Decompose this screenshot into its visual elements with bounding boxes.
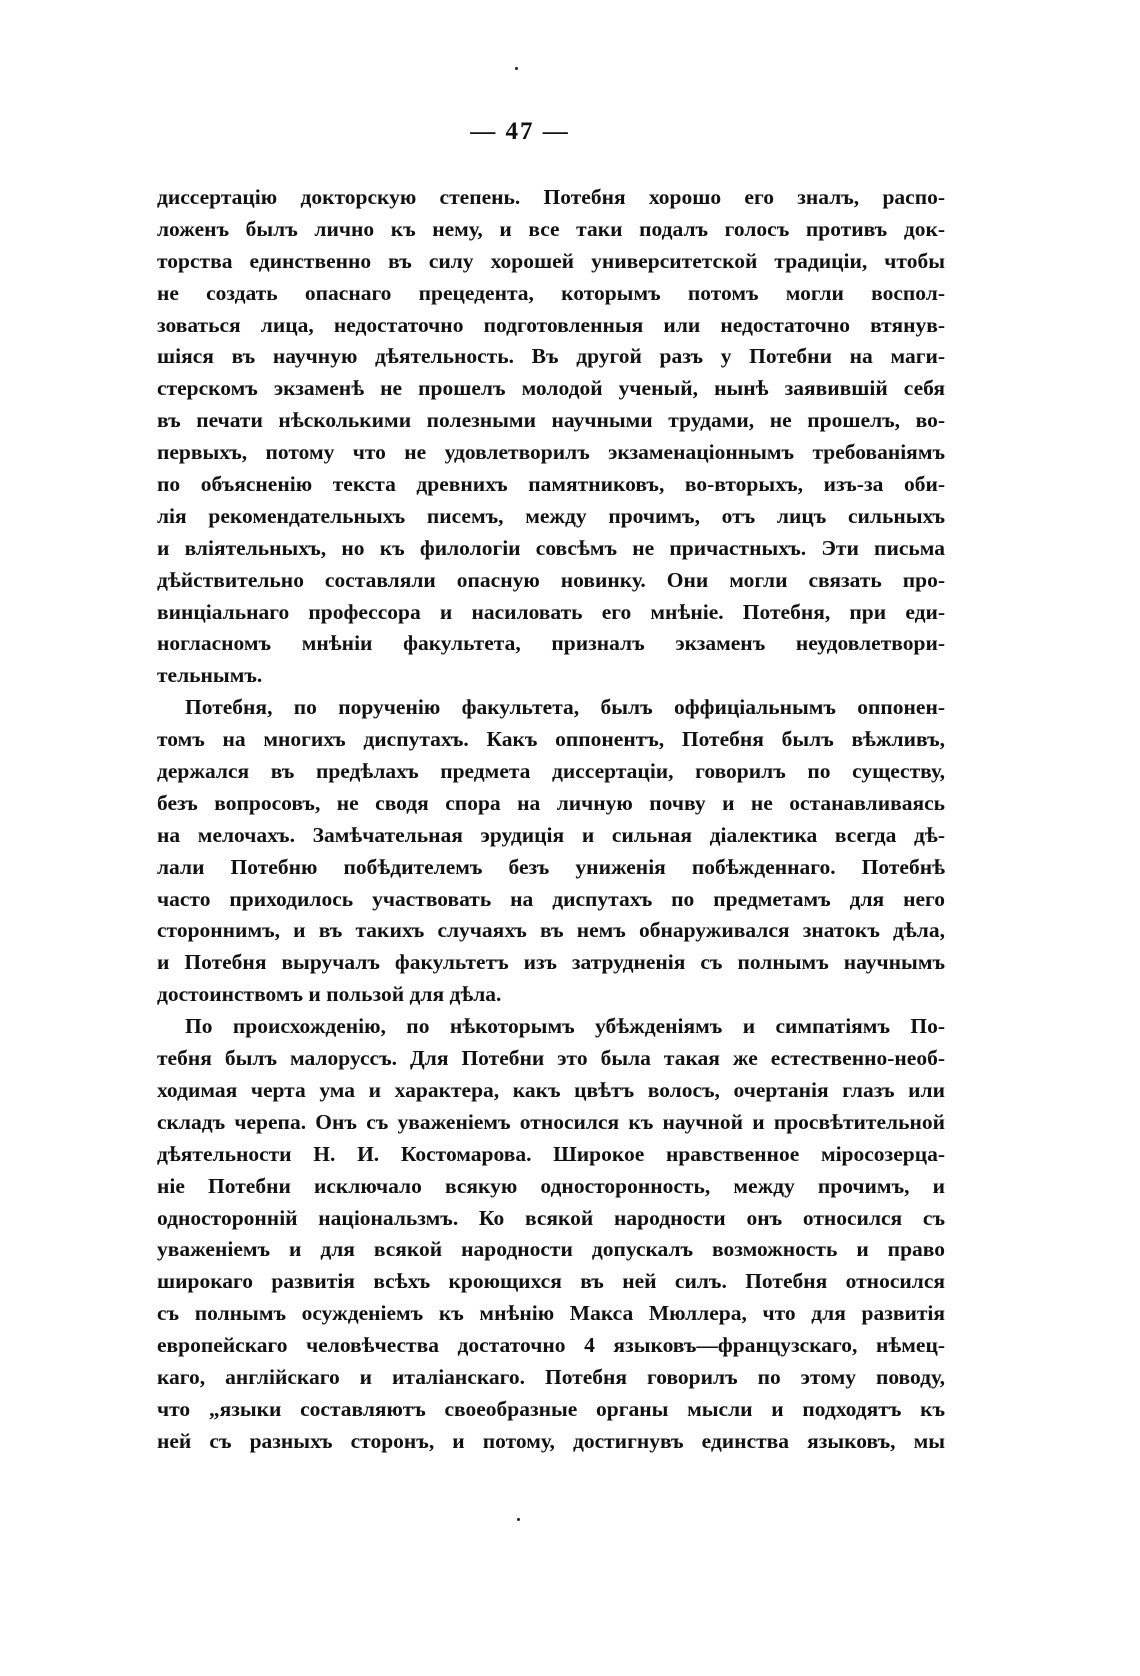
text-line: часто приходилось участвовать на диспутахъ по предметамъ для него	[157, 886, 945, 911]
text-line: Потебня, по порученію факультета, былъ оффиціальнымъ оппонен-	[185, 695, 945, 720]
body-text	[157, 182, 945, 1458]
text-line: По происхожденію, по нѣкоторымъ убѣжденіямъ и симпатіямъ По-	[185, 1014, 945, 1039]
text-line: дѣйствительно составляли опасную новинку. Они могли связать про-	[157, 567, 945, 592]
text-line: ходимая черта ума и характера, какъ цвѣтъ волосъ, очертанія глазъ или	[157, 1077, 945, 1102]
text-line: винціальнаго профессора и насиловать его мнѣніе. Потебня, при еди-	[157, 599, 945, 624]
text-line: достоинствомъ и пользой для дѣла.	[157, 982, 502, 1007]
text-line: уваженіемъ и для всякой народности допускалъ возможность и право	[157, 1237, 945, 1262]
text-line: что „языки составляютъ своеобразные органы мысли и подходятъ къ	[157, 1396, 945, 1421]
text-line: ногласномъ мнѣніи факультета, призналъ экзаменъ неудовлетвори-	[157, 631, 945, 656]
text-line: по объясненію текста древнихъ памятниковъ, во-вторыхъ, изъ-за оби-	[157, 472, 945, 497]
text-line: съ полнымъ осужденіемъ къ мнѣнію Макса Мюллера, что для развитія	[157, 1301, 945, 1326]
print-speck	[515, 67, 518, 70]
text-line: не создать опаснаго прецедента, которымъ потомъ могли воспол-	[157, 280, 945, 305]
text-line: и Потебня выручалъ факультетъ изъ затрудненія съ полнымъ научнымъ	[157, 950, 945, 975]
text-line: диссертацію докторскую степень. Потебня хорошо его зналъ, распо-	[157, 185, 945, 209]
text-line: и вліятельныхъ, но къ филологіи совсѣмъ не причастныхъ. Эти письма	[157, 535, 945, 560]
text-line: ніе Потебни исключало всякую односторонность, между прочимъ, и	[157, 1173, 945, 1198]
text-line: лали Потебню побѣдителемъ безъ униженія побѣжденнаго. Потебнѣ	[157, 854, 945, 879]
text-line: лія рекомендательныхъ писемъ, между прочимъ, отъ лицъ сильныхъ	[157, 503, 945, 528]
text-line: шіяся въ научную дѣятельность. Въ другой разъ у Потебни на маги-	[157, 344, 945, 369]
text-line: европейскаго человѣчества достаточно 4 языковъ—французскаго, нѣмец-	[157, 1333, 945, 1358]
text-line: тебня былъ малоруссъ. Для Потебни это была такая же естественно-необ-	[157, 1046, 945, 1071]
text-line: первыхъ, потому что не удовлетворилъ экзаменаціоннымъ требованіямъ	[157, 440, 945, 465]
text-line: въ печати нѣсколькими полезными научными трудами, не прошелъ, во-	[157, 408, 945, 433]
text-line: ней съ разныхъ сторонъ, и потому, достигнувъ единства языковъ, мы	[157, 1428, 945, 1453]
text-line: ложенъ былъ лично къ нему, и все таки подалъ голосъ противъ док-	[157, 216, 945, 241]
text-line: односторонній національзмъ. Ко всякой народности онъ относился съ	[157, 1205, 945, 1230]
text-line: стороннимъ, и въ такихъ случаяхъ въ немъ обнаруживался знатокъ дѣла,	[157, 918, 945, 943]
text-line: томъ на многихъ диспутахъ. Какъ оппонентъ, Потебня былъ вѣжливъ,	[157, 727, 945, 752]
text-line: торства единственно въ силу хорошей университетской традиціи, чтобы	[157, 248, 945, 273]
text-line: на мелочахъ. Замѣчательная эрудиція и сильная діалектика всегда дѣ-	[157, 822, 945, 847]
text-line: каго, англійскаго и италіанскаго. Потебня говорилъ по этому поводу,	[157, 1364, 945, 1389]
text-line: стерскомъ экзаменѣ не прошелъ молодой ученый, нынѣ заявившій себя	[157, 376, 945, 401]
text-line: складъ черепа. Онъ съ уваженіемъ относился къ научной и просвѣтительной	[157, 1109, 945, 1134]
text-line: дѣятельности Н. И. Костомарова. Широкое нравственное міросозерца-	[157, 1141, 945, 1166]
text-line: безъ вопросовъ, не сводя спора на личную почву и не останавливаясь	[157, 790, 945, 815]
text-line: тельнымъ.	[157, 663, 263, 688]
print-speck	[517, 1518, 520, 1521]
text-line: зоваться лица, недостаточно подготовленныя или недостаточно втянув-	[157, 312, 945, 337]
text-line: держался въ предѣлахъ предмета диссертаціи, говорилъ по существу,	[157, 759, 945, 784]
page-number: — 47 —	[470, 118, 570, 145]
text-line: широкаго развитія всѣхъ кроющихся въ ней силъ. Потебня относился	[157, 1269, 945, 1294]
